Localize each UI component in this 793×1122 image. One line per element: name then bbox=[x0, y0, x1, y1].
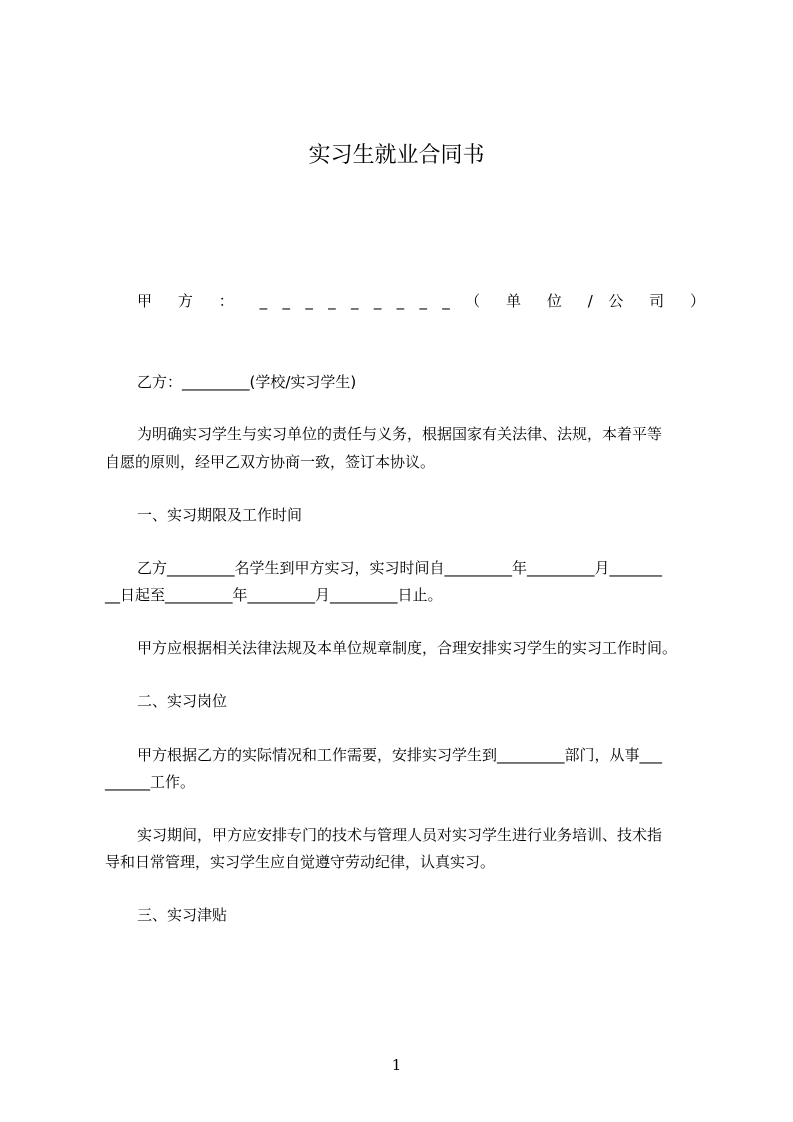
party-a-suffix-char: 单 bbox=[506, 292, 532, 310]
party-a-suffix-char: 公 bbox=[608, 292, 634, 310]
section-1-term-line-1: 乙方_________名学生到甲方实习，实习时间自_________年_________月_______ bbox=[137, 559, 663, 577]
intro-paragraph-line-2: 自愿的原则，经甲乙双方协商一致，签订本协议。 bbox=[105, 453, 436, 471]
section-2-position-line-1: 甲方根据乙方的实际情况和工作需要，安排实习学生到_________部门，从事___ bbox=[137, 746, 663, 764]
party-a-suffix-char: ） bbox=[689, 292, 705, 310]
party-a-blank: _ bbox=[305, 292, 313, 310]
party-a-suffix-char: （ bbox=[465, 292, 491, 310]
section-2-training-line-2: 导和日常管理，实习学生应自觉遵守劳动纪律，认真实习。 bbox=[105, 853, 496, 871]
party-a-suffix-char: 位 bbox=[546, 292, 573, 310]
page-number: 1 bbox=[391, 1056, 402, 1074]
document-title: 实习生就业合同书 bbox=[308, 143, 485, 168]
party-a-label-char: 方 bbox=[177, 292, 204, 310]
party-a-blank: _ bbox=[350, 292, 359, 310]
party-a-blank: _ bbox=[259, 292, 268, 310]
party-a-suffix-char: 司 bbox=[649, 292, 675, 310]
intro-paragraph-line-1: 为明确实习学生与实习单位的责任与义务，根据国家有关法律、法规，本着平等 bbox=[137, 425, 663, 443]
party-a-blank: _ bbox=[419, 292, 427, 310]
party-a-line bbox=[137, 286, 705, 316]
section-3-heading: 三、实习津贴 bbox=[137, 906, 228, 924]
party-a-blank: _ bbox=[373, 292, 382, 310]
party-a-suffix-char: / bbox=[587, 292, 593, 310]
section-1-term-line-2: __日起至_________年_________月_________日止。 bbox=[105, 586, 443, 604]
section-1-heading: 一、实习期限及工作时间 bbox=[137, 506, 303, 524]
party-a-label-char: ： bbox=[218, 292, 245, 310]
party-a-blank: _ bbox=[442, 292, 450, 310]
party-a-blank: _ bbox=[396, 292, 405, 310]
section-2-position-line-2: ______工作。 bbox=[105, 773, 196, 791]
party-b-line: 乙方：_________(学校/实习学生) bbox=[137, 373, 357, 391]
section-1-working-hours: 甲方应根据相关法律法规及本单位规章制度，合理安排实习学生的实习工作时间。 bbox=[137, 639, 678, 657]
party-a-blank: _ bbox=[328, 292, 336, 310]
party-a-label-char: 甲 bbox=[137, 292, 163, 310]
party-a-blank: _ bbox=[282, 292, 290, 310]
section-2-training-line-1: 实习期间，甲方应安排专门的技术与管理人员对实习学生进行业务培训、技术指 bbox=[137, 826, 663, 844]
section-2-heading: 二、实习岗位 bbox=[137, 692, 228, 710]
